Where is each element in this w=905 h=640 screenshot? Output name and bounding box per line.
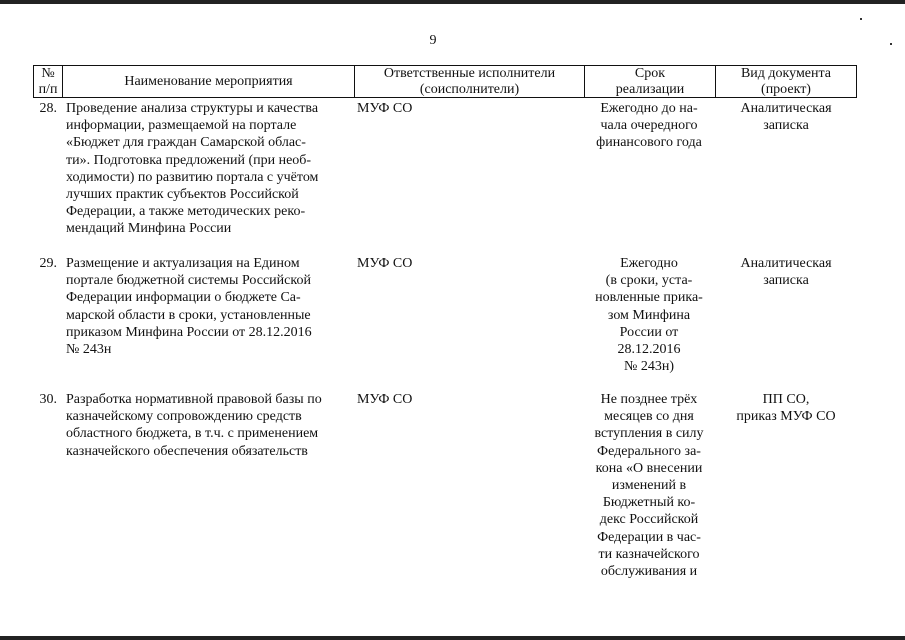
row-name-line: марской области в сроки, установленные bbox=[66, 307, 311, 323]
row-term-line: чала очередного bbox=[600, 118, 698, 134]
top-border bbox=[0, 0, 905, 4]
header-doc-line1: Вид документа bbox=[740, 66, 832, 81]
row-doc-line: записка bbox=[763, 273, 809, 289]
row-doc-line: Аналитическая bbox=[740, 256, 832, 271]
header-exec-line1: Ответственные исполнители bbox=[383, 66, 556, 81]
row-name-line: Проведение анализа структуры и качества bbox=[66, 101, 319, 116]
row-term-line: обслуживания и bbox=[600, 564, 698, 580]
row-name-line: лучших практик субъектов Российской bbox=[66, 187, 299, 203]
row-term-line: Федерации в час- bbox=[597, 529, 701, 545]
row-term-line: Не позднее трёх bbox=[600, 392, 698, 407]
row-name-line: «Бюджет для граждан Самарской облас- bbox=[66, 135, 306, 151]
header-num-line2: п/п bbox=[38, 82, 58, 97]
scan-speck bbox=[860, 18, 862, 20]
header-doc-line2: (проект) bbox=[761, 82, 811, 97]
row-name bbox=[66, 391, 352, 460]
row-name-line: Федерации, а также методических реко- bbox=[66, 204, 306, 220]
row-term bbox=[586, 100, 712, 152]
row-name-line: портале бюджетной системы Российской bbox=[66, 273, 311, 289]
row-term-line: Бюджетный ко- bbox=[602, 495, 696, 511]
page-number: 9 bbox=[429, 33, 437, 48]
row-name-line: ти». Подготовка предложений (при необ- bbox=[66, 152, 312, 168]
header-exec-line2: (соисполнители) bbox=[419, 82, 520, 97]
row-doc-line: приказ МУФ СО bbox=[736, 409, 836, 425]
row-executor: МУФ СО bbox=[357, 101, 413, 116]
header-cell-num bbox=[33, 65, 62, 98]
row-number: 30. bbox=[39, 392, 57, 407]
row-term-line: зом Минфина bbox=[607, 307, 691, 323]
row-name-line: Размещение и актуализация на Едином bbox=[66, 256, 300, 271]
row-term-line: кона «О внесении bbox=[595, 460, 703, 476]
row-name-line: казначейского обеспечения обязательств bbox=[66, 443, 308, 459]
row-number: 28. bbox=[39, 101, 57, 116]
row-name-line: областного бюджета, в т.ч. с применением bbox=[66, 426, 319, 442]
row-term-line: Ежегодно bbox=[620, 256, 678, 271]
row-term bbox=[586, 255, 712, 375]
row-name bbox=[66, 255, 352, 358]
row-doc-line: Аналитическая bbox=[740, 101, 832, 116]
row-doc-line: ПП СО, bbox=[762, 392, 810, 407]
scan-speck bbox=[890, 43, 892, 45]
row-name-line: № 243н bbox=[66, 342, 112, 358]
row-term-line: Ежегодно до на- bbox=[600, 101, 698, 116]
row-term-line: № 243н) bbox=[623, 359, 674, 375]
row-doc-type bbox=[722, 255, 850, 289]
header-cell-term bbox=[584, 65, 715, 98]
row-name-line: ходимости) по развитию портала с учётом bbox=[66, 169, 319, 185]
row-name-line: мендаций Минфина России bbox=[66, 221, 232, 237]
header-term-line1: Срок bbox=[634, 66, 666, 81]
row-term-line: изменений в bbox=[611, 478, 687, 494]
header-name: Наименование мероприятия bbox=[124, 74, 293, 89]
row-name-line: Федерации информации о бюджете Са- bbox=[66, 290, 301, 306]
header-num-line1: № bbox=[41, 66, 55, 81]
row-term-line: 28.12.2016 bbox=[617, 342, 681, 358]
row-term-line: ти казначейского bbox=[598, 546, 700, 562]
row-number: 29. bbox=[39, 256, 57, 271]
header-cell-exec bbox=[354, 65, 584, 98]
row-term-line: декс Российской bbox=[599, 512, 699, 528]
header-cell-doc bbox=[715, 65, 857, 98]
header-term-line2: реализации bbox=[615, 82, 685, 97]
header-cell-name bbox=[62, 65, 354, 98]
row-term-line: вступления в силу bbox=[594, 426, 704, 442]
row-term-line: (в сроки, уста- bbox=[605, 273, 693, 289]
row-executor: МУФ СО bbox=[357, 392, 413, 407]
row-name-line: Разработка нормативной правовой базы по bbox=[66, 392, 322, 407]
row-doc-type bbox=[722, 100, 850, 134]
row-term bbox=[586, 391, 712, 580]
row-term-line: месяцев со дня bbox=[604, 409, 694, 425]
row-term-line: новленные прика- bbox=[595, 290, 703, 306]
row-executor: МУФ СО bbox=[357, 256, 413, 271]
row-doc-line: записка bbox=[763, 118, 809, 134]
row-doc-type bbox=[722, 391, 850, 425]
bottom-border bbox=[0, 636, 905, 640]
row-term-line: России от bbox=[619, 324, 679, 340]
row-term-line: финансового года bbox=[596, 135, 702, 151]
row-term-line: Федерального за- bbox=[597, 443, 701, 459]
row-name-line: приказом Минфина России от 28.12.2016 bbox=[66, 324, 312, 340]
row-name bbox=[66, 100, 352, 238]
row-name-line: информации, размещаемой на портале bbox=[66, 118, 297, 134]
row-name-line: казначейскому сопровождению средств bbox=[66, 409, 302, 425]
